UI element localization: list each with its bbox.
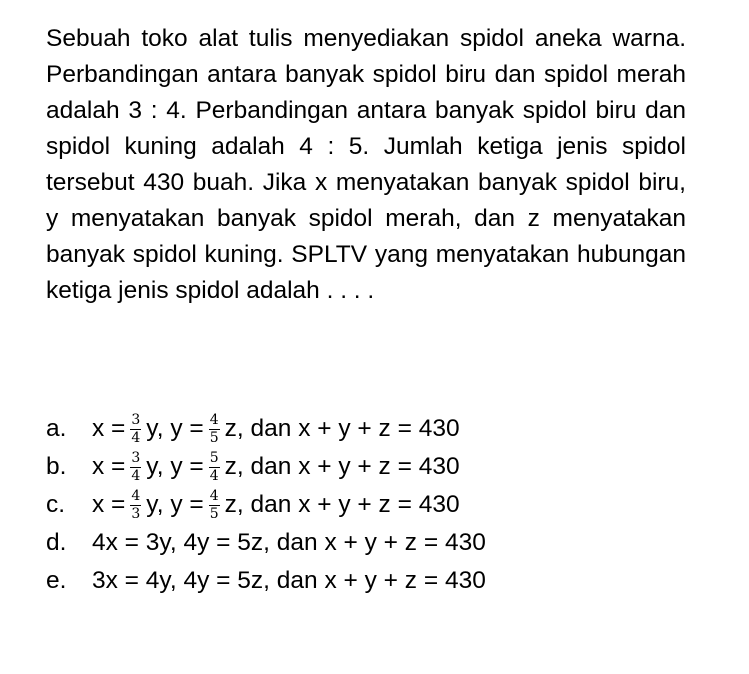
option-equation: 4x = 3y, 4y = 5z, dan x + y + z = 430 bbox=[92, 529, 486, 556]
fraction-numerator: 3 bbox=[131, 449, 141, 466]
fraction-denominator: 5 bbox=[209, 505, 219, 522]
fraction-denominator: 4 bbox=[209, 467, 219, 484]
equation-part: z, dan x + y + z = 430 bbox=[224, 415, 460, 442]
option-d[interactable] bbox=[46, 524, 706, 562]
equation-part: x = bbox=[92, 491, 126, 518]
fraction-denominator: 5 bbox=[209, 429, 219, 446]
fraction-numerator: 3 bbox=[131, 411, 141, 428]
option-equation bbox=[92, 413, 460, 446]
fraction bbox=[130, 451, 141, 484]
fraction-numerator: 4 bbox=[209, 411, 219, 428]
fraction bbox=[209, 413, 220, 446]
option-equation bbox=[92, 451, 460, 484]
fraction-numerator: 5 bbox=[209, 449, 219, 466]
equation-part: y, y = bbox=[146, 453, 204, 480]
equation-part: z, dan x + y + z = 430 bbox=[224, 453, 460, 480]
fraction bbox=[209, 451, 220, 484]
fraction bbox=[209, 489, 220, 522]
fraction-numerator: 4 bbox=[131, 487, 141, 504]
equation-part: x = bbox=[92, 453, 126, 480]
option-letter: e. bbox=[46, 567, 67, 594]
fraction-numerator: 4 bbox=[209, 487, 219, 504]
question-text: Sebuah toko alat tulis menyediakan spidol aneka warna. Perbandingan antara banyak spidol biru dan spidol merah adalah 3 : 4. Perbandingan antara banyak spidol biru dan spidol kuning adalah 4 : 5. Jumlah ketiga jenis spidol tersebut 430 buah. Jika x menyatakan banyak spidol biru, y menyatakan banyak spidol merah, dan z menyatakan banyak spidol kuning. SPLTV yang menyatakan hubungan ketiga jenis spidol adalah . . . . bbox=[46, 25, 686, 304]
option-e[interactable] bbox=[46, 562, 706, 600]
equation-part: y, y = bbox=[146, 491, 204, 518]
equation-part: z, dan x + y + z = 430 bbox=[224, 491, 460, 518]
option-a[interactable] bbox=[46, 410, 706, 448]
fraction-denominator: 4 bbox=[131, 429, 141, 446]
fraction bbox=[130, 413, 141, 446]
option-letter: a. bbox=[46, 415, 67, 442]
option-c[interactable] bbox=[46, 486, 706, 524]
fraction bbox=[130, 489, 141, 522]
fraction-denominator: 3 bbox=[131, 505, 141, 522]
fraction-denominator: 4 bbox=[131, 467, 141, 484]
equation-part: x = bbox=[92, 415, 126, 442]
option-letter: d. bbox=[46, 529, 67, 556]
option-letter: b. bbox=[46, 453, 67, 480]
option-equation: 3x = 4y, 4y = 5z, dan x + y + z = 430 bbox=[92, 567, 486, 594]
option-b[interactable] bbox=[46, 448, 706, 486]
answer-options bbox=[46, 410, 706, 600]
option-letter: c. bbox=[46, 491, 66, 518]
equation-part: y, y = bbox=[146, 415, 204, 442]
option-equation bbox=[92, 489, 460, 522]
